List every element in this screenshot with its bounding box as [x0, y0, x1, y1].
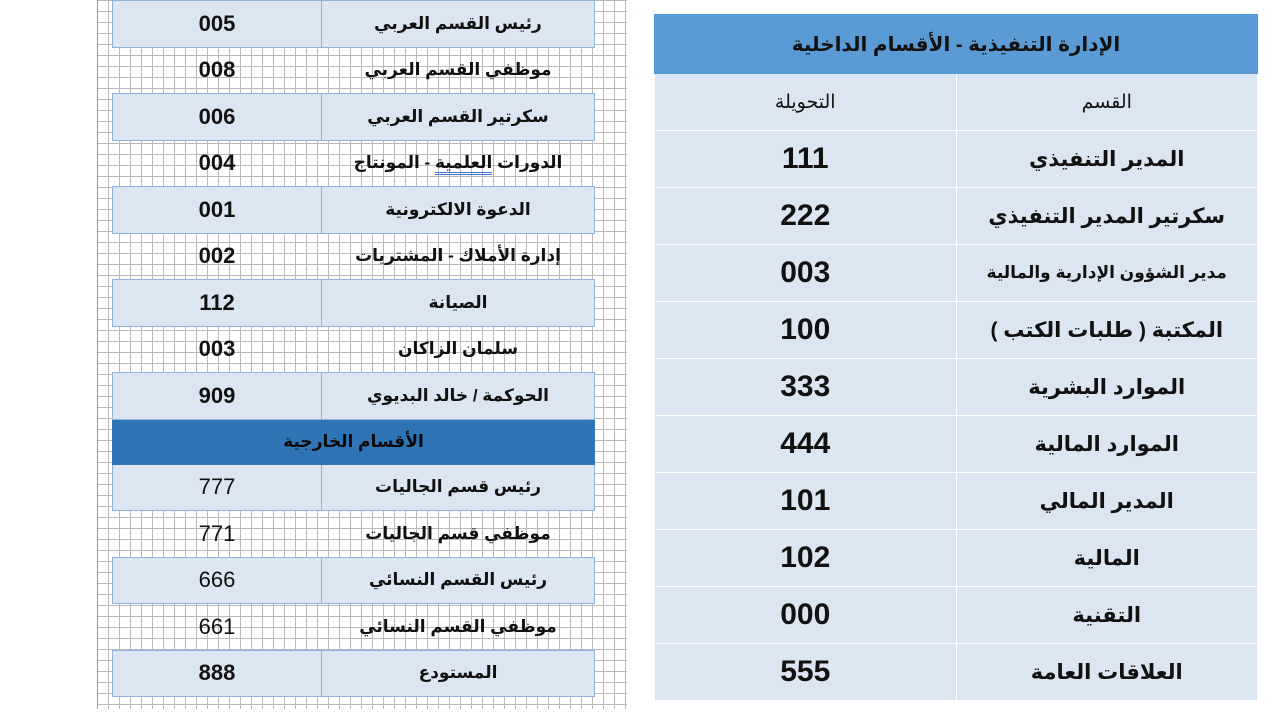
- table-row: [113, 187, 595, 234]
- extension-number: 006: [113, 94, 322, 141]
- table-row: [113, 373, 595, 420]
- column-header-department: القسم: [956, 74, 1258, 131]
- table-row: [655, 587, 1258, 644]
- extension-number: 771: [113, 511, 322, 558]
- table-row: [655, 131, 1258, 188]
- extension-number: 112: [113, 280, 322, 327]
- table-title: الإدارة التنفيذية - الأقسام الداخلية: [655, 15, 1258, 74]
- department-name: العلاقات العامة: [956, 644, 1258, 701]
- extension-number: 102: [655, 530, 957, 587]
- table-row: [655, 188, 1258, 245]
- external-sections-header: الأقسام الخارجية: [113, 419, 595, 464]
- extension-number: 444: [655, 416, 957, 473]
- table-row: [655, 530, 1258, 587]
- table-row: [113, 464, 595, 511]
- department-name: إدارة الأملاك - المشتريات: [322, 233, 595, 280]
- department-name: موظفي القسم النسائي: [322, 604, 595, 651]
- extension-number: 555: [655, 644, 957, 701]
- table-row: [113, 1, 595, 48]
- department-name: موظفي قسم الجاليات: [322, 511, 595, 558]
- department-name: سلمان الزاكان: [322, 326, 595, 373]
- sheet-left-edge: [97, 0, 98, 709]
- extension-number: 661: [113, 604, 322, 651]
- department-name: المدير التنفيذي: [956, 131, 1258, 188]
- table-row: [113, 280, 595, 327]
- extension-number: 333: [655, 359, 957, 416]
- department-name: مدير الشؤون الإدارية والمالية: [956, 245, 1258, 302]
- table-row: [655, 359, 1258, 416]
- department-name: سكرتير المدير التنفيذي: [956, 188, 1258, 245]
- department-name: الصيانة: [322, 280, 595, 327]
- extension-number: 002: [113, 233, 322, 280]
- table-row: [655, 416, 1258, 473]
- department-name: موظفي القسم العربي: [322, 47, 595, 94]
- external-extensions-table: [112, 0, 595, 697]
- table-row: [113, 511, 595, 558]
- department-name: [322, 140, 595, 187]
- department-name: التقنية: [956, 587, 1258, 644]
- column-header-extension: التحويلة: [655, 74, 957, 131]
- extension-number: 000: [655, 587, 957, 644]
- table-row: [113, 47, 595, 94]
- department-name: سكرتير القسم العربي: [322, 94, 595, 141]
- extension-number: 100: [655, 302, 957, 359]
- table-row: [113, 326, 595, 373]
- table-row: [113, 650, 595, 697]
- section-header-row: [113, 419, 595, 464]
- table-row: [655, 245, 1258, 302]
- department-name: المالية: [956, 530, 1258, 587]
- department-name: المستودع: [322, 650, 595, 697]
- spellcheck-underlined-word: العلمية: [435, 153, 492, 175]
- name-part: - المونتاج: [353, 153, 435, 173]
- extension-number: 909: [113, 373, 322, 420]
- extension-number: 003: [113, 326, 322, 373]
- extension-number: 222: [655, 188, 957, 245]
- table-row: [655, 302, 1258, 359]
- extension-number: 101: [655, 473, 957, 530]
- department-name: رئيس قسم الجاليات: [322, 464, 595, 511]
- table-row: [113, 233, 595, 280]
- extension-number: 003: [655, 245, 957, 302]
- department-name: الحوكمة / خالد البديوي: [322, 373, 595, 420]
- extension-number: 004: [113, 140, 322, 187]
- extension-number: 111: [655, 131, 957, 188]
- extension-number: 008: [113, 47, 322, 94]
- table-row: [655, 644, 1258, 701]
- table-row: [113, 140, 595, 187]
- department-name: المدير المالي: [956, 473, 1258, 530]
- table-title-row: [655, 15, 1258, 74]
- table-row: [113, 557, 595, 604]
- column-header-row: [655, 74, 1258, 131]
- table-row: [113, 94, 595, 141]
- table-row: [113, 604, 595, 651]
- department-name: المكتبة ( طلبات الكتب ): [956, 302, 1258, 359]
- department-name: الموارد المالية: [956, 416, 1258, 473]
- department-name: الدعوة الالكترونية: [322, 187, 595, 234]
- internal-departments-table: [654, 14, 1258, 701]
- table-row: [655, 473, 1258, 530]
- extension-number: 666: [113, 557, 322, 604]
- extension-number: 777: [113, 464, 322, 511]
- extension-number: 001: [113, 187, 322, 234]
- extension-number: 005: [113, 1, 322, 48]
- name-part: الدورات: [492, 153, 563, 173]
- department-name: الموارد البشرية: [956, 359, 1258, 416]
- department-name: رئيس القسم العربي: [322, 1, 595, 48]
- extension-number: 888: [113, 650, 322, 697]
- department-name: رئيس القسم النسائي: [322, 557, 595, 604]
